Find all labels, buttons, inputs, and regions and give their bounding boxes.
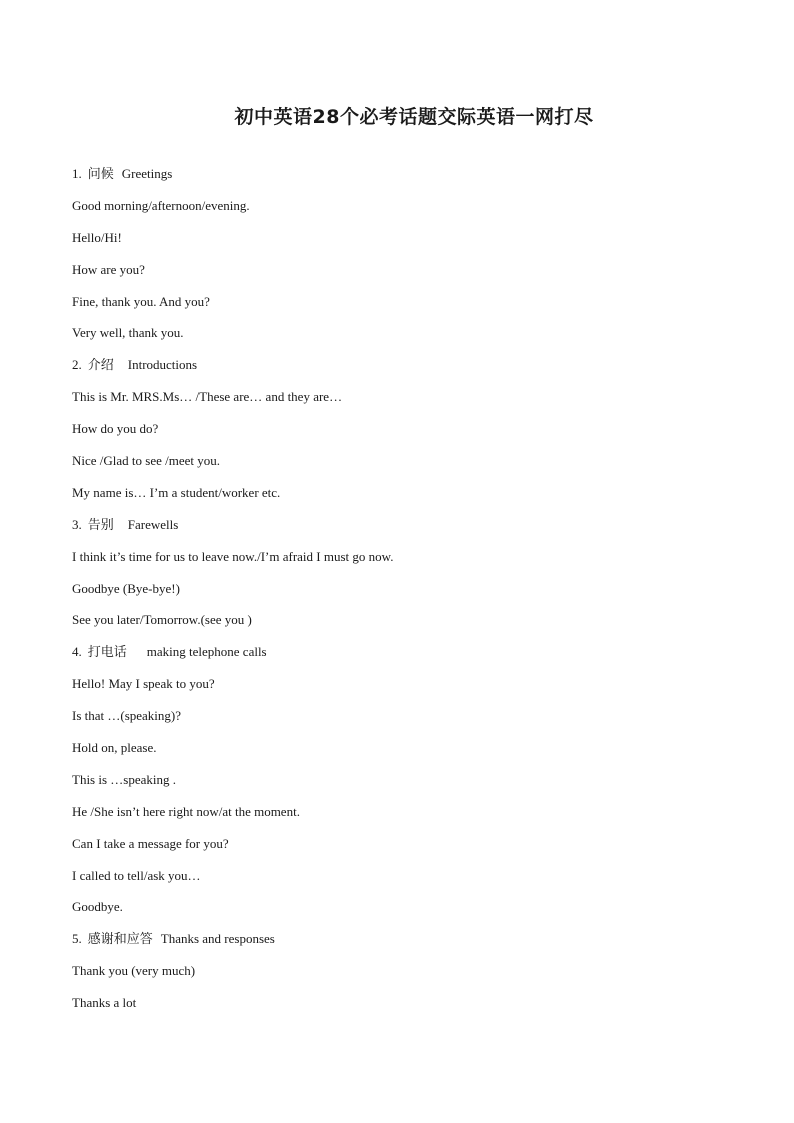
- section-title-cn: 打电话: [87, 645, 127, 661]
- phrase-line: See you later/Tomorrow.(see you ): [72, 612, 252, 628]
- section-heading-2: [72, 355, 752, 387]
- document-title: 初中英语28个必考话题交际英语一网打尽: [234, 106, 594, 128]
- section-number: 1.: [72, 166, 82, 181]
- phrase-line: I called to tell/ask you…: [72, 867, 201, 883]
- section-title-en: Introductions: [127, 357, 198, 373]
- phrase-line: How do you do?: [72, 421, 159, 437]
- section-title-cn: 感谢和应答: [87, 932, 153, 948]
- section-heading-5: [72, 929, 752, 961]
- section-number: 2.: [72, 357, 82, 373]
- phrase-line: This is Mr. MRS.Ms… /These are… and they are…: [72, 389, 343, 405]
- phrase-line: This is …speaking .: [72, 771, 176, 787]
- phrase-line: Hold on, please.: [72, 740, 157, 756]
- section-number: 3.: [72, 516, 82, 532]
- phrase-line: Can I take a message for you?: [72, 835, 229, 851]
- section-heading-4: [72, 642, 752, 674]
- section-heading-3: [72, 515, 752, 547]
- phrase-line: Nice /Glad to see /meet you.: [72, 453, 221, 469]
- phrase-line: How are you?: [72, 261, 145, 277]
- section-number: 4.: [72, 644, 82, 660]
- phrase-line: Very well, thank you.: [72, 325, 184, 341]
- document-body: [72, 164, 752, 1025]
- phrase-line: Hello! May I speak to you?: [72, 676, 215, 692]
- phrase-line: He /She isn’t here right now/at the moment.: [72, 803, 300, 819]
- section-title-en: Greetings: [121, 166, 173, 181]
- phrase-line: Thank you (very much): [72, 963, 196, 979]
- section-title-cn: 告别: [87, 517, 114, 533]
- section-heading-1: [72, 164, 752, 196]
- phrase-line: Goodbye (Bye-bye!): [72, 580, 180, 596]
- section-title-en: Thanks and responses: [160, 931, 275, 947]
- section-title-cn: 问候: [87, 167, 114, 182]
- section-title-en: Farewells: [127, 516, 179, 532]
- section-title-cn: 介绍: [87, 358, 114, 374]
- phrase-line: My name is… I’m a student/worker etc.: [72, 484, 281, 500]
- phrase-line: Thanks a lot: [72, 995, 137, 1011]
- phrase-line: Hello/Hi!: [72, 229, 122, 245]
- section-title-en: making telephone calls: [146, 644, 267, 660]
- phrase-line: I think it’s time for us to leave now./I’m afraid I must go now.: [72, 548, 394, 564]
- phrase-line: Goodbye.: [72, 899, 123, 915]
- phrase-line: Fine, thank you. And you?: [72, 293, 210, 309]
- phrase-line: Good morning/afternoon/evening.: [72, 197, 250, 213]
- section-number: 5.: [72, 931, 82, 947]
- phrase-line: Is that …(speaking)?: [72, 708, 182, 724]
